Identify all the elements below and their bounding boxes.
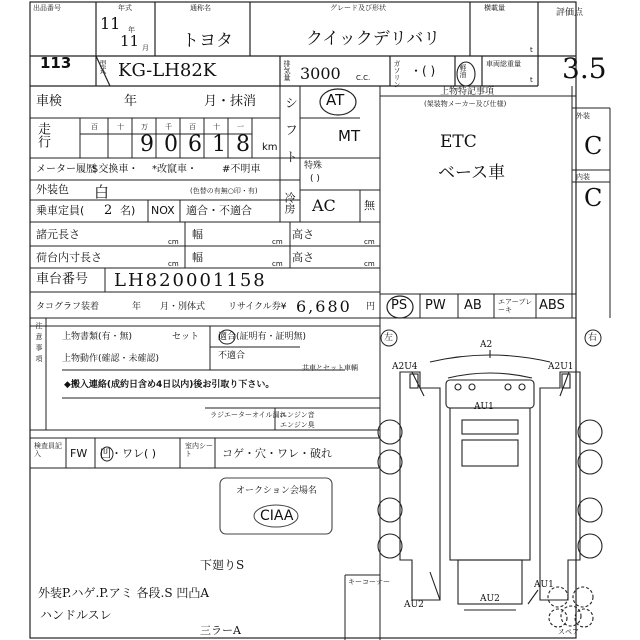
special-label: 特殊 [304, 161, 323, 171]
mileage-unit-5: 十 [213, 123, 220, 131]
fw-value: 凹・ワレ( ) [100, 447, 157, 460]
interior-grade-label: 内装 [576, 173, 590, 181]
option-abs: ABS [539, 298, 565, 313]
meter-label: メーター履歴 [36, 164, 96, 175]
chassis-label: 車台番号 [36, 272, 89, 287]
fw-label: FW [70, 447, 88, 460]
mileage-unit-0: 百 [91, 123, 98, 131]
operation-label: 上物動作(確認・未確認) [62, 354, 160, 364]
nox-label: NOX [151, 204, 175, 217]
equipment-line1: ETC [440, 132, 477, 152]
stamp-title: オークション会場名 [236, 486, 317, 496]
cargo-length-label: 荷台内寸長さ [36, 251, 102, 264]
diagram-left-label: 左 [384, 333, 394, 343]
capacity-value: 2 [104, 203, 113, 218]
meter-altered: *改竄車・ [152, 164, 197, 175]
lot-label: 出品番号 [33, 4, 61, 12]
tacho-label: タコグラフ装着 [36, 302, 100, 312]
damage-mark-4: AU1 [474, 402, 494, 412]
year-label: 年式 [118, 4, 132, 12]
aircon-value: AC [312, 196, 336, 215]
interior-grade: C [584, 184, 603, 212]
mileage-unit-3: 千 [165, 123, 172, 131]
model-label: 型式 [99, 60, 107, 74]
engine-label: エンジン音 [280, 411, 315, 419]
equipment-title: 上物特記事項 [440, 87, 495, 97]
shaken-label: 車検 [36, 94, 63, 109]
capacity-label: 乗車定員( [36, 204, 85, 217]
damage-mark-7: AU1 [534, 580, 554, 590]
remark-exterior: 外装P.ハゲ.P.アミ 各段.S 凹凸A [38, 586, 210, 600]
shaken-month-label: 月・抹消 [204, 94, 257, 109]
diagram-right-label: 右 [588, 333, 598, 343]
remark-mirror: 三ラーA [200, 624, 241, 637]
spec-length-unit: cm [168, 238, 179, 246]
set-label: セット [172, 332, 200, 342]
load-unit: t [530, 76, 533, 84]
displacement-label: 排気量 [283, 60, 291, 81]
mileage-unit: km [262, 142, 278, 153]
notes-side-label: 注意事項 [35, 322, 43, 366]
chassis-value: LH820001158 [114, 270, 267, 291]
capacity-suffix: 名) [120, 204, 136, 217]
spec-height-label: 高さ [292, 228, 314, 241]
option-ab: AB [464, 298, 482, 313]
special-paren: ( ) [310, 174, 320, 184]
spec-height-unit: cm [364, 238, 375, 246]
aircon-label: 冷房 [283, 192, 296, 214]
mileage-value: 90618 [140, 132, 260, 157]
chassis-set-label: 共車とセット車輌 [302, 364, 358, 372]
nox-options: 適合・不適合 [186, 204, 252, 217]
damage-mark-5: AU2 [404, 600, 424, 610]
exterior-color-value: 白 [94, 183, 110, 201]
radiator-label: ラジエーターオイル漏れ [210, 411, 287, 419]
shaken-year-label: 年 [124, 94, 138, 109]
grade-value: クイックデリバリ [306, 29, 441, 49]
mileage-unit-1: 十 [117, 123, 124, 131]
mt-label: MT [338, 127, 361, 145]
year-value: 11 [100, 14, 121, 33]
mileage-label: 走行 [35, 122, 50, 148]
month-value: 11 [120, 32, 140, 50]
stamp-value: CIAA [260, 508, 294, 524]
shift-label: シフト [282, 96, 297, 177]
load-unit-top: t [530, 46, 533, 54]
spec-width-unit: cm [272, 238, 283, 246]
conform-label: 適合(証明有・証明無) [218, 332, 307, 342]
load-label: 車両総重量 [486, 60, 521, 68]
score-value: 3.5 [562, 52, 607, 85]
cargo-width-unit: cm [272, 260, 283, 268]
mileage-unit-6: 一 [237, 123, 244, 131]
lot-number: 113 [40, 54, 72, 72]
model-value: KG-LH82K [118, 60, 217, 81]
tacho-year: 年 [132, 302, 142, 312]
damage-mark-6: AU2 [480, 594, 500, 604]
damage-mark-3: A2U1 [548, 362, 574, 372]
option-ps: PS [391, 298, 408, 313]
fuel-label: ガソリン [393, 60, 401, 88]
interior-seat-label: 室内シート [185, 442, 213, 458]
pickup-notice: ◆搬入連絡(成約日含め4日以内)後お引取り下さい。 [64, 380, 275, 390]
damage-mark-2: A2 [480, 340, 493, 350]
cargo-height-label: 高さ [292, 251, 314, 264]
recycle-value: 6,680 [296, 297, 352, 316]
meter-exchange: $交換車・ [92, 164, 139, 175]
docs-label: 上物書類(有・無) [62, 332, 133, 342]
color-change-label: (色替の有無○印・有) [190, 187, 258, 195]
at-label: AT [326, 91, 345, 109]
aircon-none: 無 [364, 199, 375, 212]
year-suffix: 年 [128, 26, 135, 34]
spec-length-label: 諸元長さ [36, 228, 80, 241]
spec-width-label: 幅 [192, 228, 203, 241]
mileage-unit-2: 万 [141, 123, 148, 131]
mileage-unit-4: 百 [189, 123, 196, 131]
exterior-grade: C [584, 132, 603, 160]
tacho-month: 月・別体式 [160, 302, 206, 312]
displacement-value: 3000 [300, 64, 341, 83]
recycle-label: リサイクル券¥ [228, 302, 287, 312]
month-suffix: 月 [142, 44, 149, 52]
nonconform-label: 不適合 [218, 351, 246, 361]
fuel-value: 軽油 [459, 64, 467, 78]
cargo-width-label: 幅 [192, 251, 203, 264]
exterior-grade-label: 外装 [576, 112, 590, 120]
score-label: 評価点 [556, 8, 584, 18]
meter-unknown: #不明車 [222, 164, 261, 175]
grade-label: グレード及び形状 [330, 4, 386, 12]
option-air-brake: エアーブレーキ [498, 298, 533, 314]
equipment-line2: ベース車 [438, 163, 506, 183]
option-pw: PW [425, 298, 446, 313]
key-corner-label: キーコーナー [348, 578, 390, 586]
cargo-height-unit: cm [364, 260, 375, 268]
recycle-suffix: 円 [366, 302, 376, 312]
remark-underbody: 下廻りS [200, 558, 245, 572]
check-label: 検査員記入 [34, 442, 62, 458]
interior-seat-value: コゲ・穴・ワレ・破れ [222, 447, 332, 460]
displacement-unit: C.C. [356, 74, 371, 82]
cargo-length-unit: cm [168, 260, 179, 268]
remark-handle: ハンドルスレ [40, 608, 112, 622]
maker-value: トヨタ [182, 31, 233, 51]
equipment-subtitle: (架装物メーカー及び仕様) [424, 100, 507, 108]
fuel-marks: ・( ) [410, 64, 436, 78]
maker-label: 通称名 [190, 4, 211, 12]
spare-label: スペア [558, 628, 579, 636]
exhaust-label: エンジン臭 [280, 421, 315, 429]
exterior-color-label: 外装色 [36, 183, 69, 196]
damage-mark-1: A2U4 [392, 362, 418, 372]
color-code-label: 横載量 [484, 4, 505, 12]
